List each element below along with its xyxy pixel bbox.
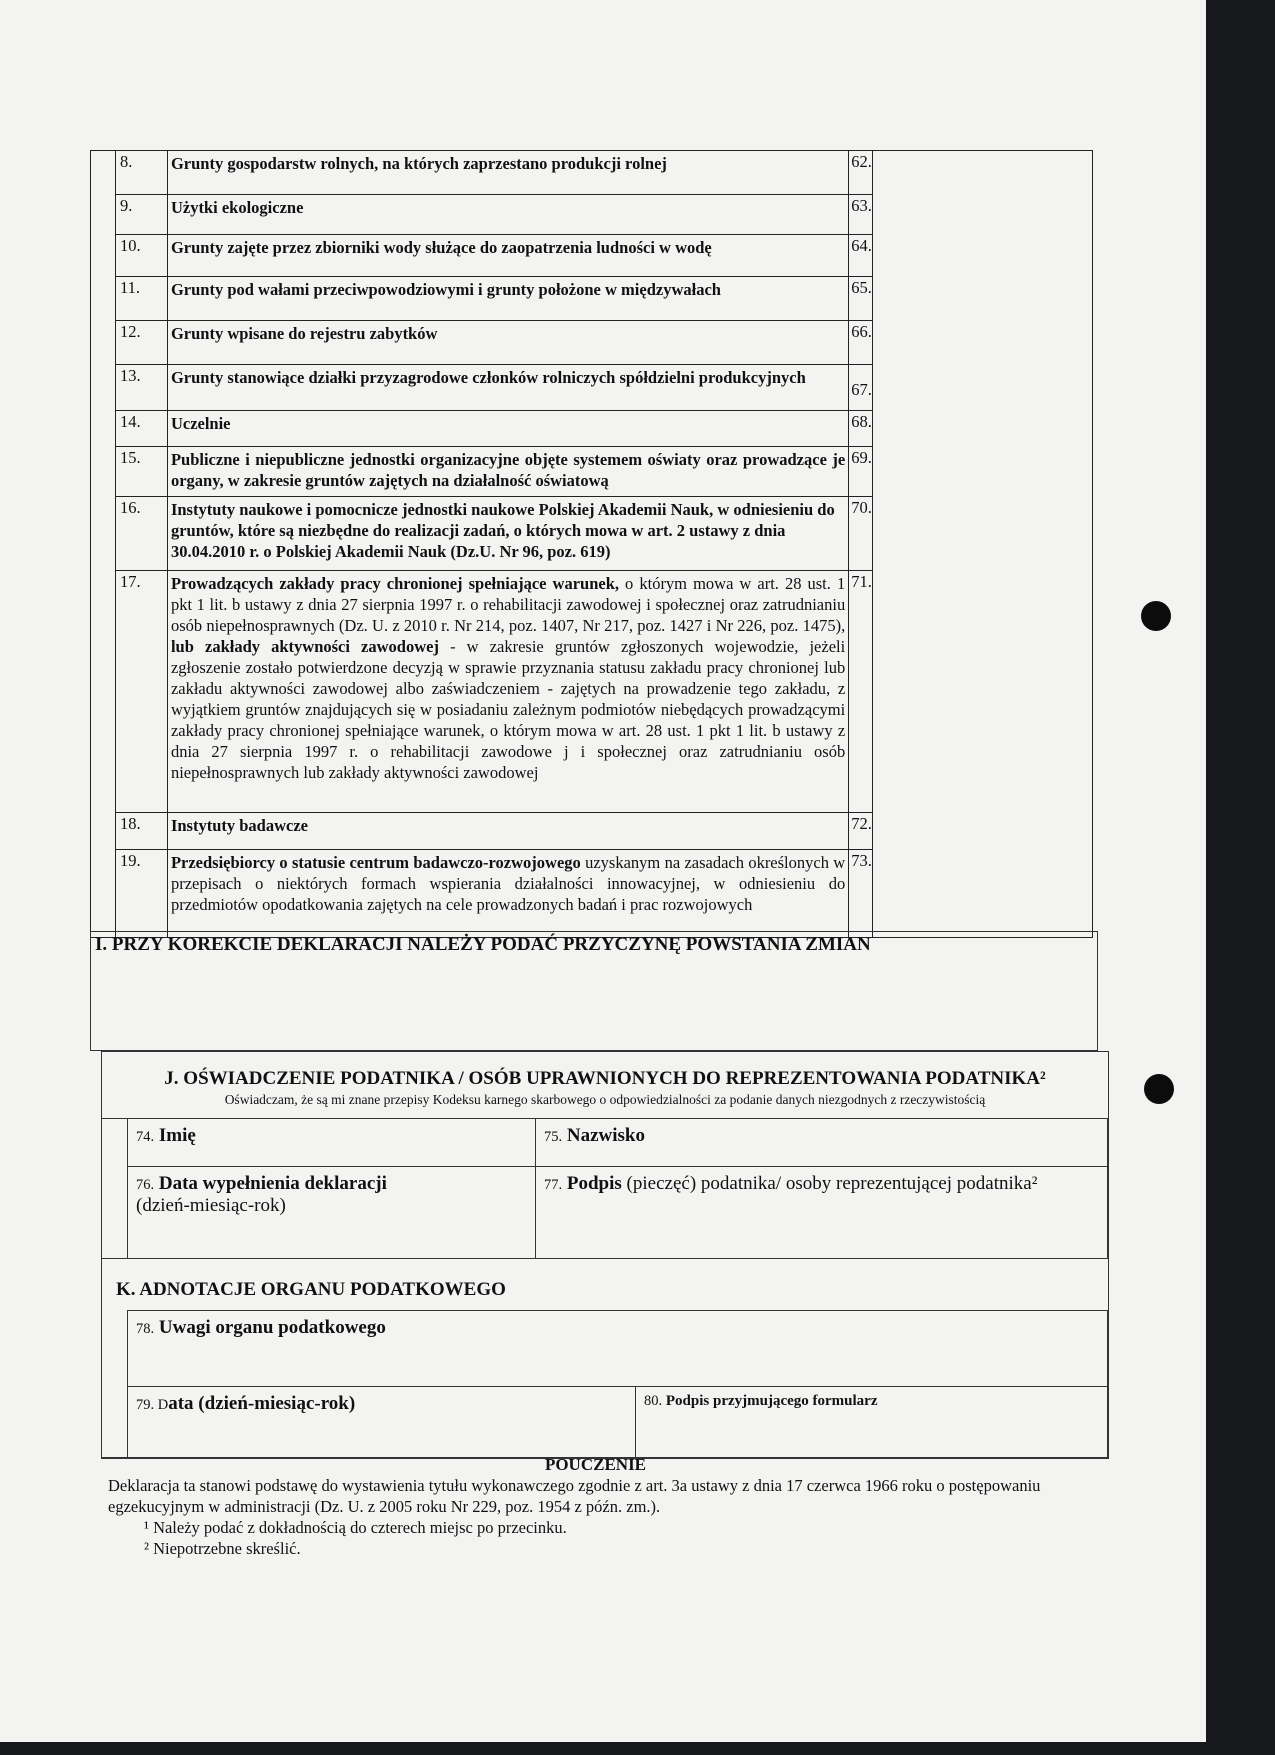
- table-gutter: [91, 151, 116, 938]
- row-number: 11.: [116, 277, 168, 321]
- row-description: Grunty pod wałami przeciwpowodziowymi i grunty położone w międzywałach: [167, 277, 848, 321]
- section-j-gutter: [102, 1119, 128, 1259]
- row-description: Grunty zajęte przez zbiorniki wody służące do zaopatrzenia ludności w wodę: [167, 235, 848, 277]
- field-75-last-name[interactable]: [536, 1119, 1108, 1167]
- field-74-first-name[interactable]: [128, 1119, 536, 1167]
- exemption-table: [90, 150, 1093, 938]
- footnote-1: ¹ Należy podać z dokładnością do czterech miejsc po przecinku.: [144, 1518, 567, 1537]
- field-number: 75.: [544, 1129, 563, 1145]
- field-label-rest: (pieczęć) podatnika/ osoby reprezentującej podatnika²: [621, 1173, 1038, 1194]
- row-description-bold: Przedsiębiorcy o statusie centrum badawczo-rozwojowego: [170, 853, 581, 872]
- field-76-date[interactable]: [128, 1167, 536, 1259]
- field-number: 80.: [644, 1393, 663, 1409]
- scanner-background-right: [1206, 0, 1275, 1755]
- row-description: Grunty wpisane do rejestru zabytków: [167, 321, 848, 365]
- section-j-statement: Oświadczam, że są mi znane przepisy Kodeksu karnego skarbowego o odpowiedzialności za podanie danych niezgodnych z rzeczywistością: [224, 1092, 986, 1107]
- row-description: Grunty gospodarstw rolnych, na których zaprzestano produkcji rolnej: [167, 151, 848, 195]
- row-description-bold: Prowadzących zakłady pracy chronionej spełniające warunek,: [170, 574, 620, 593]
- table-row: [91, 151, 1093, 195]
- row-description-text: - w zakresie gruntów zgłoszonych wojewodzie, jeżeli zgłoszenie zostało potwierdzone decyzją w sprawie przyznania statusu zakładu pracy chronionej lub zakładu aktywności zawodowej albo zaświadczeniem - zajętych na prowadzenie tego zakładu, z wyjątkiem gruntów znajdujących się w posiadaniu zależnym podmiotów niebędących prowadzącymi zakłady pracy chronionej spełniające warunek, o którym mowa w art. 28 ust. 1 pkt 1 lit. b ustawy z dnia 27 sierpnia 1997 r. o rehabilitacji zawodowe j i społecznej oraz zatrudnianiu osób niepełnosprawnych lub zakłady aktywności zawodowej: [170, 637, 846, 782]
- row-number: 8.: [116, 151, 168, 195]
- row-description-text: o którym mowa w art. 28 ust. 1 pkt 1 lit. b ustawy z dnia 27 sierpnia 1997 r. o rehabilitacji zawodowej i społecznej oraz zatrudnianiu osób niepełnosprawnych (Dz. U. z 2010 r. Nr 214, poz. 1407, Nr 217, poz. 1427 i Nr 226, poz. 1475),: [170, 574, 846, 635]
- row-description: Grunty stanowiące działki przyzagrodowe członków rolniczych spółdzielni produkcyjnych: [167, 365, 848, 411]
- row-number: 19.: [116, 850, 168, 938]
- row-field-number: 68.: [849, 411, 873, 447]
- row-description-text: uzyskanym na zasadach określonych w przepisach o niektórych formach wspierania działalności innowacyjnej, w odniesieniu do przedmiotów opodatkowania zajętych na cele prowadzonych badań i prac rozwojowych: [170, 853, 846, 914]
- section-j-fields: [102, 1118, 1108, 1259]
- field-79-date[interactable]: [128, 1387, 636, 1458]
- section-j-declaration: [101, 1051, 1109, 1259]
- field-label: Podpis przyjmującego formularz: [665, 1393, 878, 1409]
- field-number: 74.: [136, 1129, 155, 1145]
- row-number: 10.: [116, 235, 168, 277]
- footnote-2: ² Niepotrzebne skreślić.: [144, 1539, 301, 1558]
- row-description: Instytuty badawcze: [167, 813, 848, 850]
- field-number: 76.: [136, 1177, 155, 1193]
- instructions-title: POUCZENIE: [544, 1455, 647, 1474]
- field-label: Data wypełnienia deklaracji: [158, 1173, 387, 1194]
- value-column[interactable]: [872, 151, 1092, 938]
- field-label: ata (dzień-miesiąc-rok): [168, 1393, 356, 1414]
- scanner-background-bottom: [0, 1742, 1275, 1755]
- punch-hole-lower: [1144, 1074, 1174, 1104]
- row-number: 9.: [116, 195, 168, 235]
- row-description: Publiczne i niepubliczne jednostki organizacyjne objęte systemem oświaty oraz prowadzące je organy, w zakresie gruntów zajętych na działalność oświatową: [167, 447, 848, 497]
- row-field-number: 64.: [849, 235, 873, 277]
- field-label: Nazwisko: [566, 1125, 645, 1146]
- row-description: [167, 571, 848, 813]
- row-field-number: 66.: [849, 321, 873, 365]
- field-sublabel: (dzień-miesiąc-rok): [136, 1195, 286, 1216]
- row-field-number: 70.: [849, 497, 873, 571]
- row-description: Instytuty naukowe i pomocnicze jednostki naukowe Polskiej Akademii Nauk, w odniesieniu do gruntów, które są niezbędne do realizacji zadań, o których mowa w art. 2 ustawy z dnia 30.04.2010 r. o Polskiej Akademii Nauk (Dz.U. Nr 96, poz. 619): [167, 497, 848, 571]
- field-77-signature[interactable]: [536, 1167, 1108, 1259]
- instructions: [108, 1454, 1083, 1559]
- field-number: 79. D: [136, 1397, 169, 1413]
- section-k-tax-office: [101, 1257, 1109, 1459]
- section-i-correction[interactable]: [90, 931, 1098, 1051]
- row-field-number: 65.: [849, 277, 873, 321]
- field-label: Podpis: [566, 1173, 622, 1194]
- field-label: Imię: [158, 1125, 196, 1146]
- row-number: 12.: [116, 321, 168, 365]
- row-field-number: 67.: [849, 365, 873, 411]
- row-description: [167, 850, 848, 938]
- field-78-remarks[interactable]: [128, 1310, 1108, 1387]
- row-number: 13.: [116, 365, 168, 411]
- row-number: 15.: [116, 447, 168, 497]
- row-field-number: 63.: [849, 195, 873, 235]
- section-k-title: K. ADNOTACJE ORGANU PODATKOWEGO: [116, 1279, 506, 1300]
- field-label: Uwagi organu podatkowego: [158, 1317, 386, 1338]
- punch-hole-upper: [1141, 601, 1171, 631]
- instructions-text: Deklaracja ta stanowi podstawę do wystawienia tytułu wykonawczego zgodnie z art. 3a ustawy z dnia 17 czerwca 1966 roku o postępowaniu egzekucyjnym w administracji (Dz. U. z 2005 roku Nr 229, poz. 1954 z późn. zm.).: [108, 1476, 1041, 1516]
- row-field-number: 73.: [849, 850, 873, 938]
- row-number: 17.: [116, 571, 168, 813]
- row-field-number: 62.: [849, 151, 873, 195]
- row-description-bold: lub zakłady aktywności zawodowej: [170, 637, 439, 656]
- section-i-title: I. PRZY KOREKCIE DEKLARACJI NALEŻY PODAĆ PRZYCZYNĘ POWSTANIA ZMIAN: [95, 934, 871, 955]
- row-description: Uczelnie: [167, 411, 848, 447]
- section-k-gutter: [102, 1310, 128, 1458]
- row-description: Użytki ekologiczne: [167, 195, 848, 235]
- row-field-number: 69.: [849, 447, 873, 497]
- row-field-number: 72.: [849, 813, 873, 850]
- row-number: 14.: [116, 411, 168, 447]
- row-field-number: 71.: [849, 571, 873, 813]
- field-number: 77.: [544, 1177, 563, 1193]
- field-80-receiver-signature[interactable]: [636, 1387, 1108, 1458]
- row-number: 16.: [116, 497, 168, 571]
- field-number: 78.: [136, 1321, 155, 1337]
- section-j-title: J. OŚWIADCZENIE PODATNIKA / OSÓB UPRAWNIONYCH DO REPREZENTOWANIA PODATNIKA²: [164, 1068, 1046, 1089]
- row-number: 18.: [116, 813, 168, 850]
